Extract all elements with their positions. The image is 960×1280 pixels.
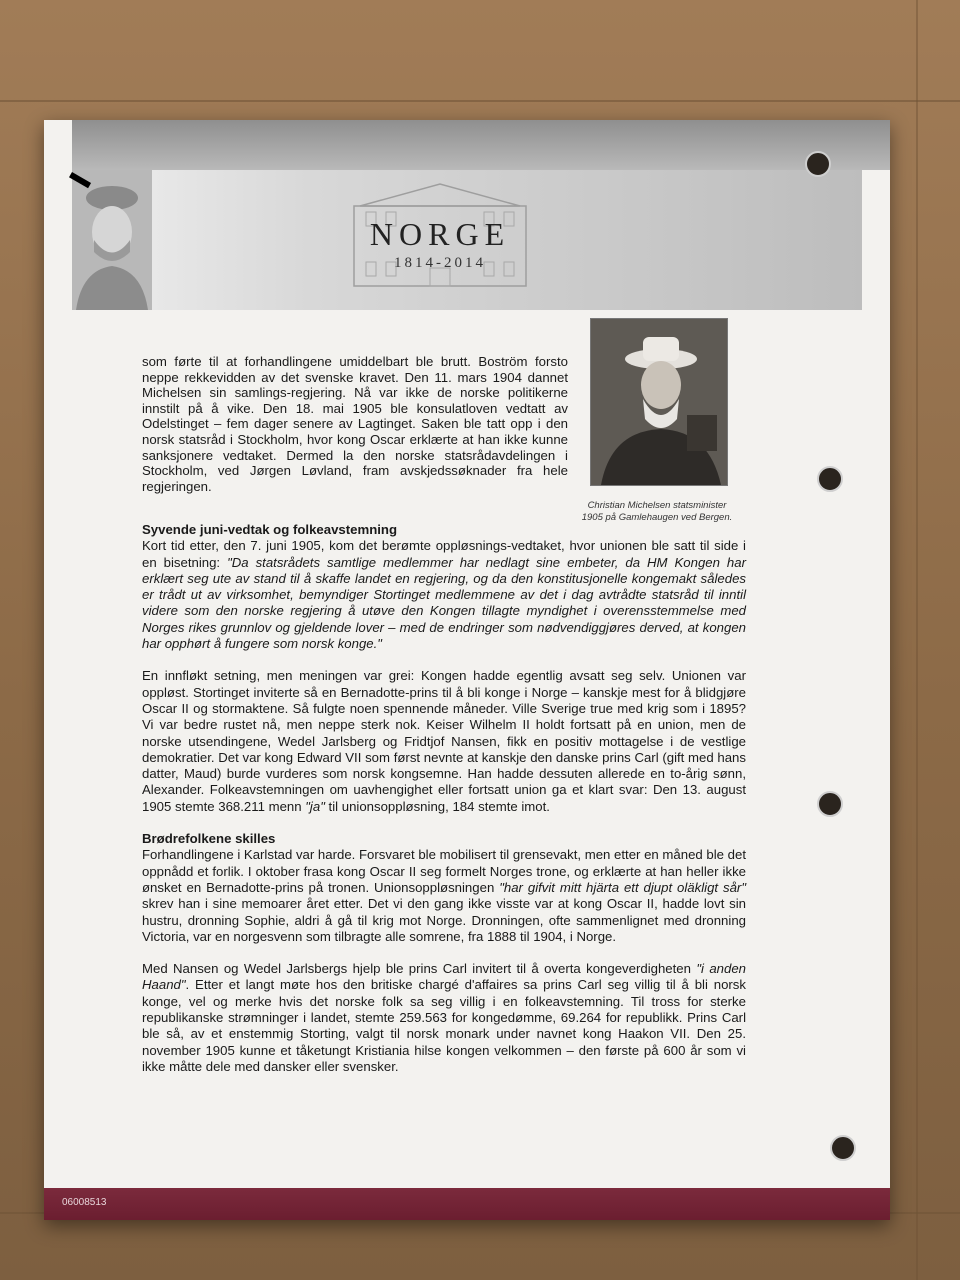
paragraph: En innfløkt setning, men meningen var grei: Kongen hadde egentlig avsatt seg selv. Unionen var oppløst. Stortinget inviterte så en Bernadotte-prins til å bli konge i Norge – kanskje mest for å blidgjøre Oscar II og stormaktene. Så fulgte noen spennende måneder. Ville Sverige true med krig som i 1895? Vi var bedre rustet nå, men neppe sterk nok. Keiser Wilhelm II holdt fortsatt på en union, men de norske utsendingene, Wedel Jarlsberg og Fridtjof Nansen, fikk en positiv mottagelse i de vestlige demokratier. Det var kong Edward VII som først nevnte at kanskje den danske prins Carl (gift med hans datter, Maud) burde vurderes som norsk kongsemne. Han hadde dessuten allerede en to-årig sønn, Alexander. Folkeavstemningen om uavhengighet eller fortsatt union ga et klart svar: Den 13. august 1905 stemte 368.211 menn "ja" til unionsoppløsning, 184 stemte imot. bbox=[142, 668, 746, 814]
paragraph: Med Nansen og Wedel Jarlsbergs hjelp ble prins Carl invitert til å overta kongeverdigheten "i anden Haand". Etter et langt møte hos den britiske chargé d'affaires sa prins Carl seg villig til å bli norsk konge, vel og merke hvis det norske folk sa seg villig i en folkeavstemning. Til tross for sterke republikanske strømninger i landet, stemte 259.563 for kongedømme, 69.264 for republikk. Prins Carl ble så, av et enstemmig Storting, valgt til norsk monark under navnet kong Haakon VII. Den 25. november 1905 kunne et tåketungt Kristiania hilse kongen velkommen – den første på 600 år som vi ikke måtte dele med dansker eller svensker. bbox=[142, 961, 746, 1074]
portrait-photo bbox=[590, 318, 728, 486]
article-intro: som førte til at forhandlingene umiddelbart ble brutt. Boström forsto neppe rekkevidden av det svenske kravet. Den 11. mars 1904 dannet Michelsen sin samlings-regjering. Nå var ikke de norske politikerne innstilt på å vike. Den 18. mai 1905 ble konsulatloven vedtatt av Odelstinget – fem dager senere av Lagtinget. Saken ble tatt opp i den norsk statsråd i Stockholm, hvor kong Oscar erklærte at han ikke kunne sanksjonere vedtaket. Dermed la den norske statsrådavdelingen i Stockholm, ved Jørgen Løvland, fram avskjedssøknader fra hele regjeringen. bbox=[142, 354, 568, 494]
binder-hole bbox=[817, 466, 843, 492]
cardboard-crease bbox=[0, 100, 960, 102]
binder-hole bbox=[805, 151, 831, 177]
page-title: NORGE bbox=[369, 216, 511, 252]
binder-hole bbox=[830, 1135, 856, 1161]
page-years: 1814-2014 bbox=[394, 255, 486, 271]
footer-bar bbox=[44, 1188, 890, 1220]
footer-code: 06008513 bbox=[62, 1197, 107, 1208]
header-band bbox=[72, 120, 890, 170]
section-heading: Syvende juni-vedtak og folkeavstemning bbox=[142, 522, 398, 537]
section-heading: Brødrefolkene skilles bbox=[142, 831, 276, 847]
info-sheet bbox=[44, 120, 890, 1220]
paragraph: Kort tid etter, den 7. juni 1905, kom det berømte oppløsnings-vedtaket, hvor unionen ble satt til side i en bisetning: "Da statsrådets samtlige medlemmer har nedlagt sine embeter, da HM Kongen har erklært seg ute av stand til å skaffe landet en regjering, og da den konstitusjonelle kongemakt således er trådt ut av virksomhet, bemyndiger Stortinget medlemmene av det i dag avtrådte statsråd til inntil videre som den norske regjering å utøve den Kongen tillagte myndighet i overensstemmelse med Norges rikes grunnlov og gjeldende lover – med de endringer som nødvendiggjøres derved, at kongen har opphørt å fungere som norsk konge." bbox=[142, 538, 746, 652]
article-body bbox=[142, 522, 746, 1075]
binder-hole bbox=[817, 791, 843, 817]
stamp-portrait bbox=[72, 170, 152, 310]
paragraph: Forhandlingene i Karlstad var harde. Forsvaret ble mobilisert til grensevakt, men etter en måned ble det oppnådd et forlik. I oktober frasa kong Oscar II seg formelt Norges trone, og erklærte at han heller ikke ønsket en Bernadotte-prins på tronen. Unionsoppløsningen "har gifvit mitt hjärta ett djupt oläkligt sår" skrev han i sine memoarer året etter. Det vi den gang ikke visste var at kong Oscar II, hadde lovt sin hustru, dronning Sophie, aldri å gå til krig mot Norge. Dronningen, ofte sammenlignet med dronning Victoria, var en norgesvenn som tilbragte alle somrene, fra 1888 til 1904, i Norge. bbox=[142, 847, 747, 944]
photo-caption: Christian Michelsen statsminister 1905 på Gamlehaugen ved Bergen. bbox=[581, 500, 733, 523]
cardboard-crease bbox=[916, 0, 918, 1280]
